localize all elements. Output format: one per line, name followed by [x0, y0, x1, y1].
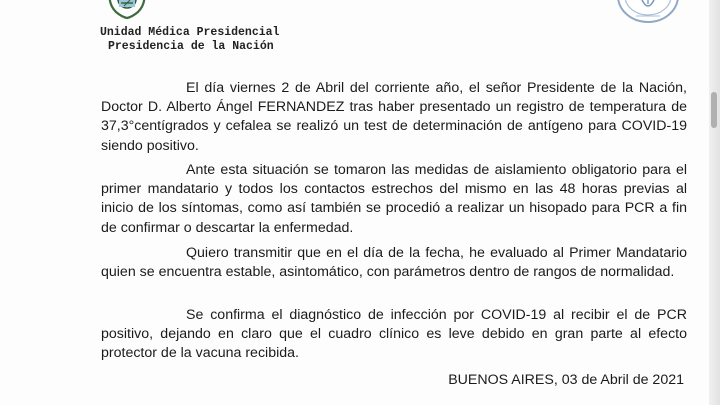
paragraph-2	[101, 161, 687, 238]
coat-of-arms-icon	[106, 0, 148, 20]
paragraph-4-text: Se confirma el diagnóstico de infección por COVID-19 al recibir el de PCR positivo, dejando en claro que el cuadro clínico es leve debido en gran parte al efecto protector de la vacuna recibida.	[101, 307, 687, 362]
paragraph-3	[101, 244, 687, 282]
paragraph-4	[101, 306, 687, 364]
paragraph-3-text: Quiero transmitir que en el día de la fecha, he evaluado al Primer Mandatario quien se encuentra estable, asintomático, con parámetros dentro de rangos de normalidad.	[101, 245, 687, 281]
header-unit-name: Unidad Médica Presidencial	[100, 26, 280, 39]
medical-seal-icon	[614, 0, 682, 24]
scrollbar[interactable]	[709, 0, 720, 405]
paragraph-1	[101, 79, 687, 156]
scrollbar-thumb[interactable]	[711, 92, 717, 128]
header-presidency: Presidencia de la Nación	[108, 40, 274, 53]
closing-place-date: BUENOS AIRES, 03 de Abril de 2021	[448, 372, 684, 388]
paragraph-1-text: El día viernes 2 de Abril del corriente año, el señor Presidente de la Nación, Doctor D. Alberto Ángel FERNANDEZ tras haber presentado un registro de temperatura de 37,3°centígrados y cefalea se realizó un test de determinación de antígeno para COVID-19 siendo positivo.	[101, 80, 687, 154]
paragraph-2-text: Ante esta situación se tomaron las medidas de aislamiento obligatorio para el primer mandatario y todos los contactos estrechos del mismo en las 48 horas previas al inicio de los síntomas, como así también se procedió a realizar un hisopado para PCR a fin de confirmar o descartar la enfermedad.	[101, 162, 687, 236]
